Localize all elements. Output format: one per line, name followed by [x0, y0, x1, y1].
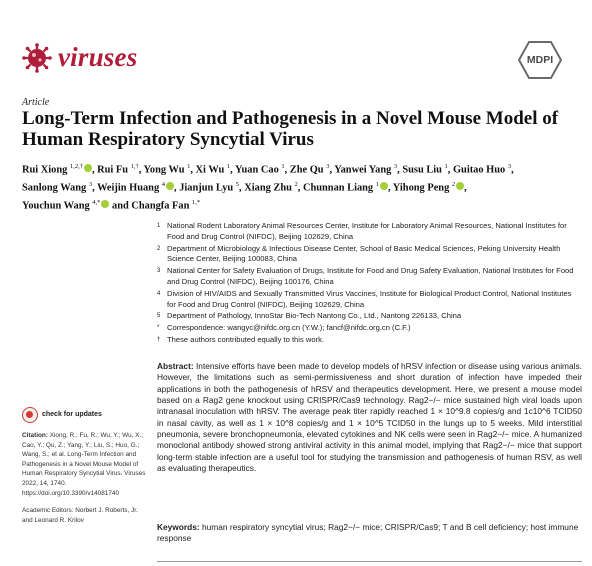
check-for-updates-button[interactable] [22, 407, 147, 423]
affiliation-item: 5 Department of Pathology, InnoStar Bio-Tech Nantong Co., Ltd., Nantong 226133, China [157, 311, 462, 321]
journal-logo [22, 42, 137, 73]
affiliation-item: 2 Department of Microbiology & Infectious Disease Center, School of Basic Medical Sciences, Peking University Health Science Center, Beijing 100083, China [157, 243, 561, 264]
publisher-name: MDPI [526, 54, 554, 66]
keywords-label: Keywords: [157, 522, 200, 532]
author-line: Rui Xiong $^{1,2,\dagger}$ , Rui Fu $^{1,\dagger}$, Yong Wu $^1$, Xi Wu $^1$, Yuan Cao $^1$, Zhe Qu $^3$, Yanwei Yang $^3$, Susu Liu $^1$, Guitao Huo $^3$, [22, 163, 514, 176]
citation-text: Xiong, R.; Fu, R.; Wu, Y.; Wu, X.; Cao, Y.; Qu, Z.; Yang, Y.; Liu, S.; Huo, G.; Wang, S.; et al. Long-Term Infection and Pathogenesis in a Novel Mouse Model of Human Respiratory Syncytial Virus. Viruses 2022, 14, 1740. https://doi.org/10.3390/v14081740 [22, 432, 146, 497]
affiliation-item: 4 Division of HIV/AIDS and Sexually Transmitted Virus Vaccines, Institute for Biological Product Control, National Institutes for Food and Drug Control (NIFDC), Beijing 102629, China [157, 288, 572, 309]
affiliation-item: 3 National Center for Safety Evaluation of Drugs, Institute for Food and Drug Safety Evaluation, National Institutes for Food and Drug Control (NIFDC), Beijing 100176, China [157, 266, 574, 286]
check-updates-label: check for updates [42, 411, 102, 419]
keywords-text: human respiratory syncytial virus; Rag2−/− mice; CRISPR/Cas9; T and B cell deficiency; host immune response [157, 522, 579, 544]
citation-sidebar [22, 407, 147, 525]
equal-contribution-note: † These authors contributed equally to this work. [157, 334, 325, 344]
academic-editors: Academic Editors: Norbert J. Roberts, Jr. and Leonard R. Krilov [22, 507, 138, 524]
author-line: Sanlong Wang $^3$, Weijin Huang $^4$ , Jianjun Lyu $^5$, Xiang Zhu $^2$, Chunnan Liang $^1$ , Yihong Peng $^2$ , [22, 180, 467, 194]
abstract-label: Abstract: [157, 361, 194, 371]
orcid-icon[interactable] [166, 182, 174, 190]
citation [22, 431, 147, 498]
author-list [22, 160, 582, 214]
journal-name[interactable]: viruses [58, 42, 138, 72]
orcid-icon[interactable] [456, 182, 464, 190]
orcid-icon[interactable] [84, 164, 92, 172]
paper-title: Long-Term Infection and Pathogenesis in a Novel Mouse Model of Human Respiratory Syncytial Virus [22, 108, 559, 150]
virus-icon [22, 43, 52, 73]
author-line: Youchun Wang $^{4,*}$ and Changfa Fan $^{1,*}$ [22, 198, 201, 212]
updates-icon [22, 407, 38, 423]
correspondence[interactable]: * Correspondence: wangyc@nifdc.org.cn (Y.W.); fancf@nifdc.org.cn (C.F.) [157, 323, 411, 333]
affiliation-item: 1 National Rodent Laboratory Animal Resources Center, Institute for Laboratory Animal Resources, National Institutes for Food and Drug Control (NIFDC), Beijing 102629, China [157, 221, 567, 241]
article-type: Article [22, 97, 50, 108]
mdpi-logo[interactable] [518, 40, 562, 80]
citation-label: Citation: [22, 432, 48, 439]
orcid-icon[interactable] [101, 200, 109, 208]
orcid-icon[interactable] [380, 182, 388, 190]
keywords [157, 522, 582, 545]
abstract [157, 361, 582, 474]
abstract-text: Intensive efforts have been made to develop models of hRSV infection or disease using various animals. However, the limitations such as semi-permissiveness and short duration of infection have impeded their applications in both the pathogenesis of hRSV and therapeutics development. Here, we present a mouse model based on a Rag2 gene knockout using CRISPR/Cas9 technology. Rag2−/− mice sustained high viral loads upon intranasal inoculation with hRSV. The average peak titer rapidly reached 1 × 10^9.8 copies/g and 1c10^6 TCID50 in nasal cavity, as well as 1 × 10^8 copies/g and 1 × 10^5 TCID50 in the lungs up to 5 weeks. Mild interstitial pneumonia, severe bronchopneumonia, elevated cytokines and NK cells were seen in Rag2−/− mice. A humanized monoclonal antibody showed strong antiviral activity in this animal model, implying that Rag2−/− mice that support long-term stable infection are a useful tool for studying the transmission and pathogenesis of human RSV, as well as evaluating therapeutics. [157, 361, 582, 474]
affiliations [157, 221, 582, 347]
divider [157, 561, 582, 562]
